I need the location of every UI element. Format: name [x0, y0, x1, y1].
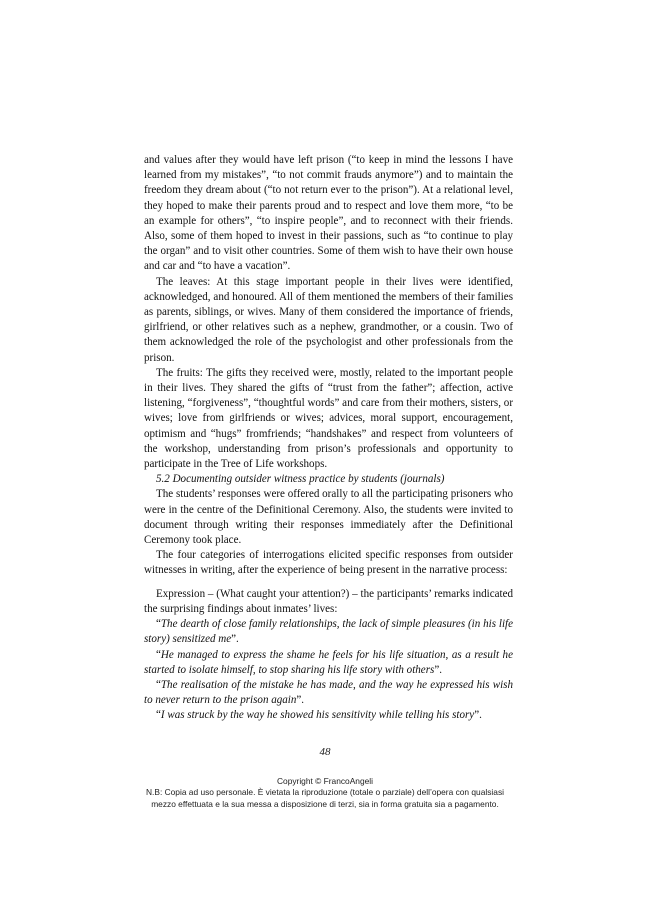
- copyright-line: Copyright © FrancoAngeli: [276, 776, 373, 786]
- page-number: 48: [319, 746, 331, 758]
- quote-1: “The dearth of close family relationships, the lack of simple pleasures (in his life story) sensitized me”.: [144, 618, 513, 646]
- quote-2: “He managed to express the shame he feels for his life situation, as a result he started to isolate himself, to stop sharing his life story with others”.: [144, 648, 513, 676]
- quote-4: “I was struck by the way he showed his sensitivity while telling his story”.: [156, 709, 482, 722]
- section-heading: 5.2 Documenting outsider witness practice by students (journals): [156, 473, 445, 486]
- body-text: [144, 153, 513, 724]
- paragraph-students-responses: The students’ responses were offered orally to all the participating prisoners who were in the centre of the Definitional Ceremony. Also, the students were invited to document through writing their responses immediately after the Definitional Ceremony took place.: [144, 488, 513, 547]
- notice-line-2: mezzo effettuata e la sua messa a disposizione di terzi, sia in forma gratuita sia a pagamento.: [151, 798, 499, 809]
- paragraph-1: and values after they would have left prison (“to keep in mind the lessons I have learned from my mistakes”, “to not commit frauds anymore”) and to maintain the freedom they dream about (“to not return ever to the prison”). At a relational level, they hoped to make their parents proud and to respect and love them more, “to be an example for others”, “to inspire people”, and to reconnect with their friends. Also, some of them hoped to invest in their passions, such as “to continue to play the organ” and to visit other countries. Some of them wish to have their own house and car and “to have a vacation”.: [144, 154, 513, 273]
- paragraph-expression: Expression – (What caught your attention?) – the participants’ remarks indicated the surprising findings about inmates’ lives:: [144, 587, 513, 615]
- paragraph-four-categories: The four categories of interrogations elicited specific responses from outsider witnesses in writing, after the experience of being present in the narrative process:: [144, 549, 513, 577]
- quote-3: “The realisation of the mistake he has made, and the way he expressed his wish to never return to the prison again”.: [144, 678, 513, 707]
- notice-line-1: N.B: Copia ad uso personale. È vietata la riproduzione (totale o parziale) dell’opera con qualsiasi: [145, 787, 504, 798]
- paragraph-leaves: The leaves: At this stage important people in their lives were identified, acknowledged, and honoured. All of them mentioned the members of their families as parents, siblings, or wives. Many of them considered the importance of friends, girlfriend, or other relatives such as a nephew, grandmother, or a cousin. Two of them acknowledged the role of the psychologist and other professionals from the prison.: [144, 275, 513, 364]
- copyright-footer: [0, 776, 650, 810]
- paragraph-fruits: The fruits: The gifts they received were, mostly, related to the important people in their lives. They shared the gifts of “trust from the father”; affection, active listening, “forgiveness”, “thoughtful words” and care from their mothers, sisters, or wives; love from girlfriends or wives; advices, moral support, encouragement, optimism and “hugs” fromfriends; “handshakes” and respect from volunteers of the workshop, understanding from prison’s professionals and opportunity to participate in the Tree of Life workshops.: [144, 366, 513, 471]
